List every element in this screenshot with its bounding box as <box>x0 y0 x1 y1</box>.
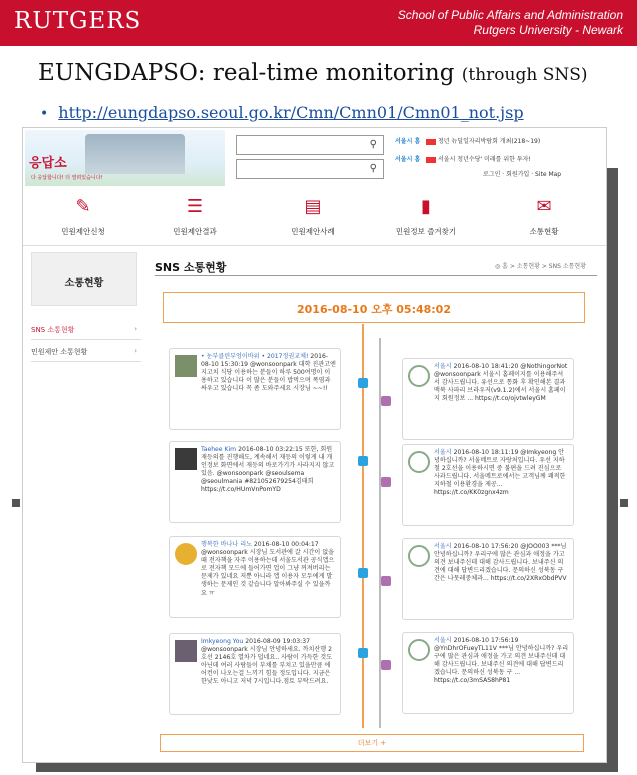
bullet-link-item <box>40 103 524 122</box>
site-logo: 응답소 <box>29 156 67 171</box>
notice-icon <box>426 139 436 145</box>
twitter-icon[interactable] <box>358 648 368 658</box>
divider <box>155 275 597 276</box>
reply-card[interactable]: 서울시 2016-08-10 17:56:19 @YnDhrOFueyTL11V ***님 안녕하십니까? 우리구에 많은 관심과 애정을 가고 의견 보내주신데 대해 감사드립니다. 보내주신 의견에 대해 답변드리겠습니다. 문의하신 성북동 구 ... https://t.co/3mSAS8hP81 <box>402 632 574 714</box>
notice-icon <box>426 157 436 163</box>
reply-card[interactable]: 서울시 2016-08-10 17:56:20 @JOO003 ***님 안녕하십니까? 우리구에 많은 관심과 애정을 가고 의견 보내주신데 대해 감사드립니다. 보내주신 의견에 대해 답변드리겠습니다. 문의하신 성북동 구간은 나뭇레중체과... https://t.co/2XRxObdPVV <box>402 538 574 620</box>
twitter-icon[interactable] <box>358 378 368 388</box>
rutgers-logo: RUTGERS <box>14 8 142 34</box>
bullet-icon: • <box>40 106 49 122</box>
tweet-card[interactable]: Taehee Kim 2016-08-10 03:22:15 또한, 회원재등의를 진행해도, 계속해서 재등의 이렇게 내 개인정보 화면에서 재등의 바로가기가 사라지지 않고 있음. @wonsoonpark @seoulsema @seoulmania #821052679254김태희 https://t.co/HUmVnPomYD <box>169 441 341 523</box>
avatar <box>175 640 197 662</box>
instagram-icon[interactable] <box>381 660 391 670</box>
twitter-icon[interactable] <box>358 456 368 466</box>
content-title: SNS 소통현황 <box>155 261 227 274</box>
timestamp-box: 2016-08-10 오후 05:48:02 <box>163 292 585 323</box>
tweet-card[interactable]: Imkyeong You 2016-08-09 19:03:37 @wonsoonpark 시장님 안녕하세요. 까치산행 2호선 2146호 열차가 덥네요.. 사람이 가득한 것도 아닌데 여러 사람들이 부채를 부치고 있을만큼 에어컨이 나오는걸 느끼기 힘들 정도입니다. 지금은 한낮도 아니고 저녁 7시입니다.점토 부탁드려요. <box>169 633 341 715</box>
decor-square <box>12 499 20 507</box>
school-name: School of Public Affairs and Administration Rutgers University - Newark <box>397 8 623 37</box>
nav-item-communication[interactable]: ✉ 소통현황 <box>529 196 559 236</box>
util-links[interactable]: 로그인 · 회원가입 · Site Map <box>483 171 562 178</box>
search-input-2[interactable] <box>236 159 384 179</box>
seoul-avatar <box>408 545 430 567</box>
nav-item-apply[interactable]: ✎ 민원제안신청 <box>61 196 105 236</box>
tweet-card[interactable]: 행복한 바나나 리노 2016-08-10 00:04:17 @wonsoonpark 시장님 도서관에 갈 시간이 없을 때 전자책을 자주 이용하는데 서울도서관 공식앱으로 전자책 모드에 들어가면 업이 그냥 꺼져버리는 문제가 있네요 저뿐 아니라 앱 이용자 모두에게 발생하는 문제인 것 같습니다 알아봐주실 수 있을까요 ㅠ <box>169 536 341 618</box>
eungdapso-link[interactable]: http://eungdapso.seoul.go.kr/Cmn/Cmn01/Cmn01_not.jsp <box>58 103 524 122</box>
sidebar-item-petition[interactable]: 민원제안 소통현황 › <box>31 347 141 362</box>
nav-item-cases[interactable]: ▤ 민원제안사례 <box>291 196 335 236</box>
embedded-screenshot <box>22 127 607 763</box>
main-nav <box>23 194 606 246</box>
list-icon: ☰ <box>186 196 204 217</box>
instagram-icon[interactable] <box>381 396 391 406</box>
decor-square <box>620 499 628 507</box>
slide-title: EUNGDAPSO: real-time monitoring (through SNS) <box>38 60 588 86</box>
chevron-right-icon: › <box>134 325 137 333</box>
top-link-2[interactable]: 서울시 홈 서울시 청년수당' 미래를 위한 투자! <box>395 156 531 163</box>
nav-item-result[interactable]: ☰ 민원제안결과 <box>173 196 217 236</box>
books-icon: ▤ <box>304 196 322 217</box>
tweet-card[interactable]: • 눈부클린부엉이바위 • 2017정권교체! 2016-08-10 15:30:19 @wonsoonpark 대학 진관고엔지고치 식당 이용하는 분들이 하루 500여명이 이용하고 있습니다 이 많은 분들이 밥먹으며 폭염과 싸우고 있습니다 꼭 좀 도와주세요 시장님 ~~!! <box>169 348 341 430</box>
twitter-icon[interactable] <box>358 568 368 578</box>
search-icon[interactable]: ⚲ <box>369 163 377 174</box>
nav-item-bookmarks[interactable]: ▮ 민원정보 즐겨찾기 <box>395 196 457 236</box>
header-band <box>0 0 637 46</box>
site-header <box>23 128 606 186</box>
reply-card[interactable]: 서울시 2016-08-10 18:11:19 @Imkyeong 안녕하십니까? 서울메트로 자랑처입니다. 우선 지하철 2호선을 이용하시면 중 불편을 드려 진심으로 사과드립니다. 서울메트로에서는 고객님께 쾌적한 지하철 이용환경을 제공... https://t.co/KK0zgnx4zm <box>402 444 574 526</box>
reply-card[interactable]: 서울시 2016-08-10 18:41:20 @NothingorNot @wonsoonpark 서울시 홈페이지를 이용해주셔서 감사드립니다. 유선으로 통화 후 확인해본 결과 맥북 사파리 브라우저(v9.1.2)에서 서울시 홈페이지 회원정보 ... https://t.co/ojvtwleyGM <box>402 358 574 440</box>
chevron-right-icon: › <box>134 347 137 355</box>
search-icon[interactable]: ⚲ <box>369 139 377 150</box>
avatar <box>175 355 197 377</box>
seoul-avatar <box>408 451 430 473</box>
search-input[interactable] <box>236 135 384 155</box>
more-button[interactable]: 더보기 + <box>160 734 584 752</box>
bookmark-icon: ▮ <box>421 196 431 217</box>
top-link-1[interactable]: 서울시 홈 청년 뉴딜일자리박람회 개최(218~19) <box>395 138 541 145</box>
pen-icon: ✎ <box>75 196 91 217</box>
avatar <box>175 543 197 565</box>
site-tagline: 다 응답합니다! 더 열려있습니다! <box>31 175 103 181</box>
instagram-icon[interactable] <box>381 576 391 586</box>
chat-icon: ✉ <box>536 196 552 217</box>
sidebar-title-box: 소통현황 <box>31 252 137 306</box>
avatar <box>175 448 197 470</box>
seoul-avatar <box>408 639 430 661</box>
site-logo-banner[interactable] <box>25 130 225 186</box>
instagram-icon[interactable] <box>381 477 391 487</box>
sidebar-item-sns[interactable]: SNS 소통현황 › <box>31 325 141 340</box>
slide-subtitle: (through SNS) <box>461 65 588 85</box>
breadcrumb[interactable]: ◎ 홈 > 소통현황 > SNS 소통현황 <box>495 263 587 270</box>
seoul-avatar <box>408 365 430 387</box>
building-image <box>85 134 185 174</box>
